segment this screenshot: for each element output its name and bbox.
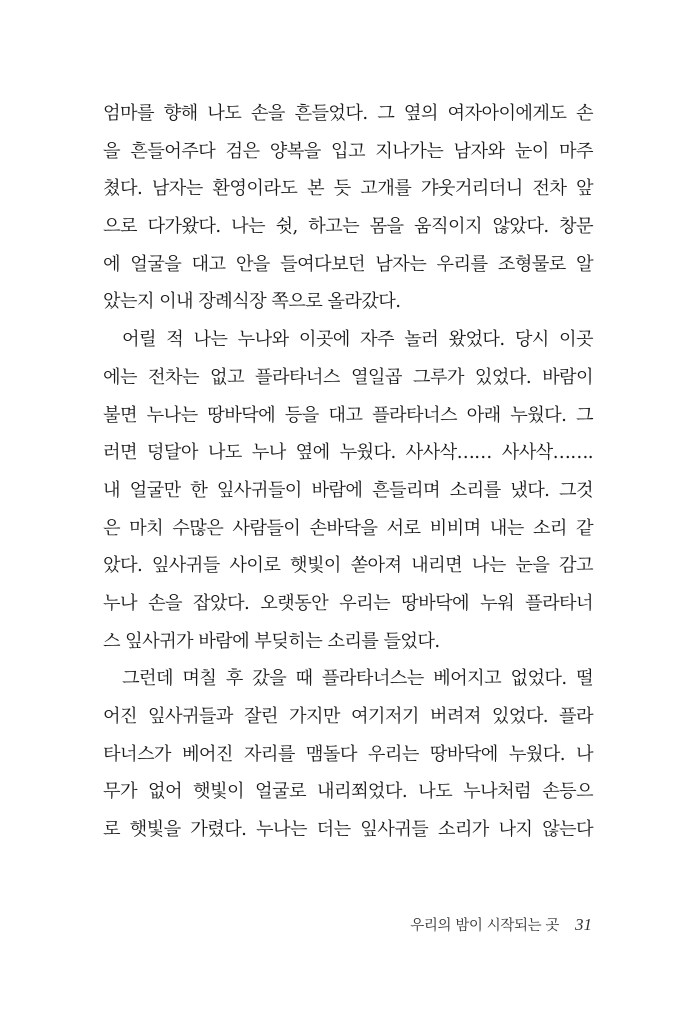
- text-line: 에 얼굴을 대고 안을 들여다보던 남자는 우리를 조형물로 알: [103, 253, 593, 275]
- text-line: 어릴 적 나는 누나와 이곳에 자주 놀러 왔었다. 당시 이곳: [122, 329, 593, 351]
- text-line: 그런데 며칠 후 갔을 때 플라타너스는 베어지고 없었다. 떨: [122, 668, 593, 690]
- text-line: 았는지 이내 장례식장 쪽으로 올라갔다.: [103, 291, 401, 313]
- text-line: 러면 덩달아 나도 누나 옆에 누웠다. 사사삭…… 사사삭…….: [103, 442, 593, 464]
- text-line: 불면 누나는 땅바닥에 등을 대고 플라타너스 아래 누웠다. 그: [103, 404, 593, 426]
- text-line: 누나 손을 잡았다. 오랫동안 우리는 땅바닥에 누워 플라타너: [103, 592, 593, 614]
- text-line: 으로 다가왔다. 나는 쉿, 하고는 몸을 움직이지 않았다. 창문: [103, 216, 593, 238]
- text-line: 스 잎사귀가 바람에 부딪히는 소리를 들었다.: [103, 630, 440, 652]
- body-text: [103, 95, 593, 849]
- text-line: 에는 전차는 없고 플라타너스 열일곱 그루가 있었다. 바람이: [103, 366, 593, 388]
- text-line: 았다. 잎사귀들 사이로 햇빛이 쏟아져 내리면 나는 눈을 감고: [103, 555, 593, 577]
- page-number: 31: [575, 915, 592, 934]
- text-line: 을 흔들어주다 검은 양복을 입고 지나가는 남자와 눈이 마주: [103, 140, 593, 162]
- page-footer: [410, 914, 592, 935]
- running-title: 우리의 밤이 시작되는 곳: [410, 918, 559, 934]
- text-line: 쳤다. 남자는 환영이라도 본 듯 고개를 갸웃거리더니 전차 앞: [103, 178, 593, 200]
- text-line: 엄마를 향해 나도 손을 흔들었다. 그 옆의 여자아이에게도 손: [103, 103, 593, 124]
- text-line: 무가 없어 햇빛이 얼굴로 내리쬐었다. 나도 누나처럼 손등으: [103, 781, 593, 803]
- text-line: 로 햇빛을 가렸다. 누나는 더는 잎사귀들 소리가 나지 않는다: [103, 819, 593, 841]
- text-line: 은 마치 수많은 사람들이 손바닥을 서로 비비며 내는 소리 같: [103, 517, 593, 539]
- text-line: 타너스가 베어진 자리를 맴돌다 우리는 땅바닥에 누웠다. 나: [103, 743, 593, 765]
- text-line: 어진 잎사귀들과 잘린 가지만 여기저기 버려져 있었다. 플라: [103, 706, 593, 727]
- text-line: 내 얼굴만 한 잎사귀들이 바람에 흔들리며 소리를 냈다. 그것: [103, 479, 593, 501]
